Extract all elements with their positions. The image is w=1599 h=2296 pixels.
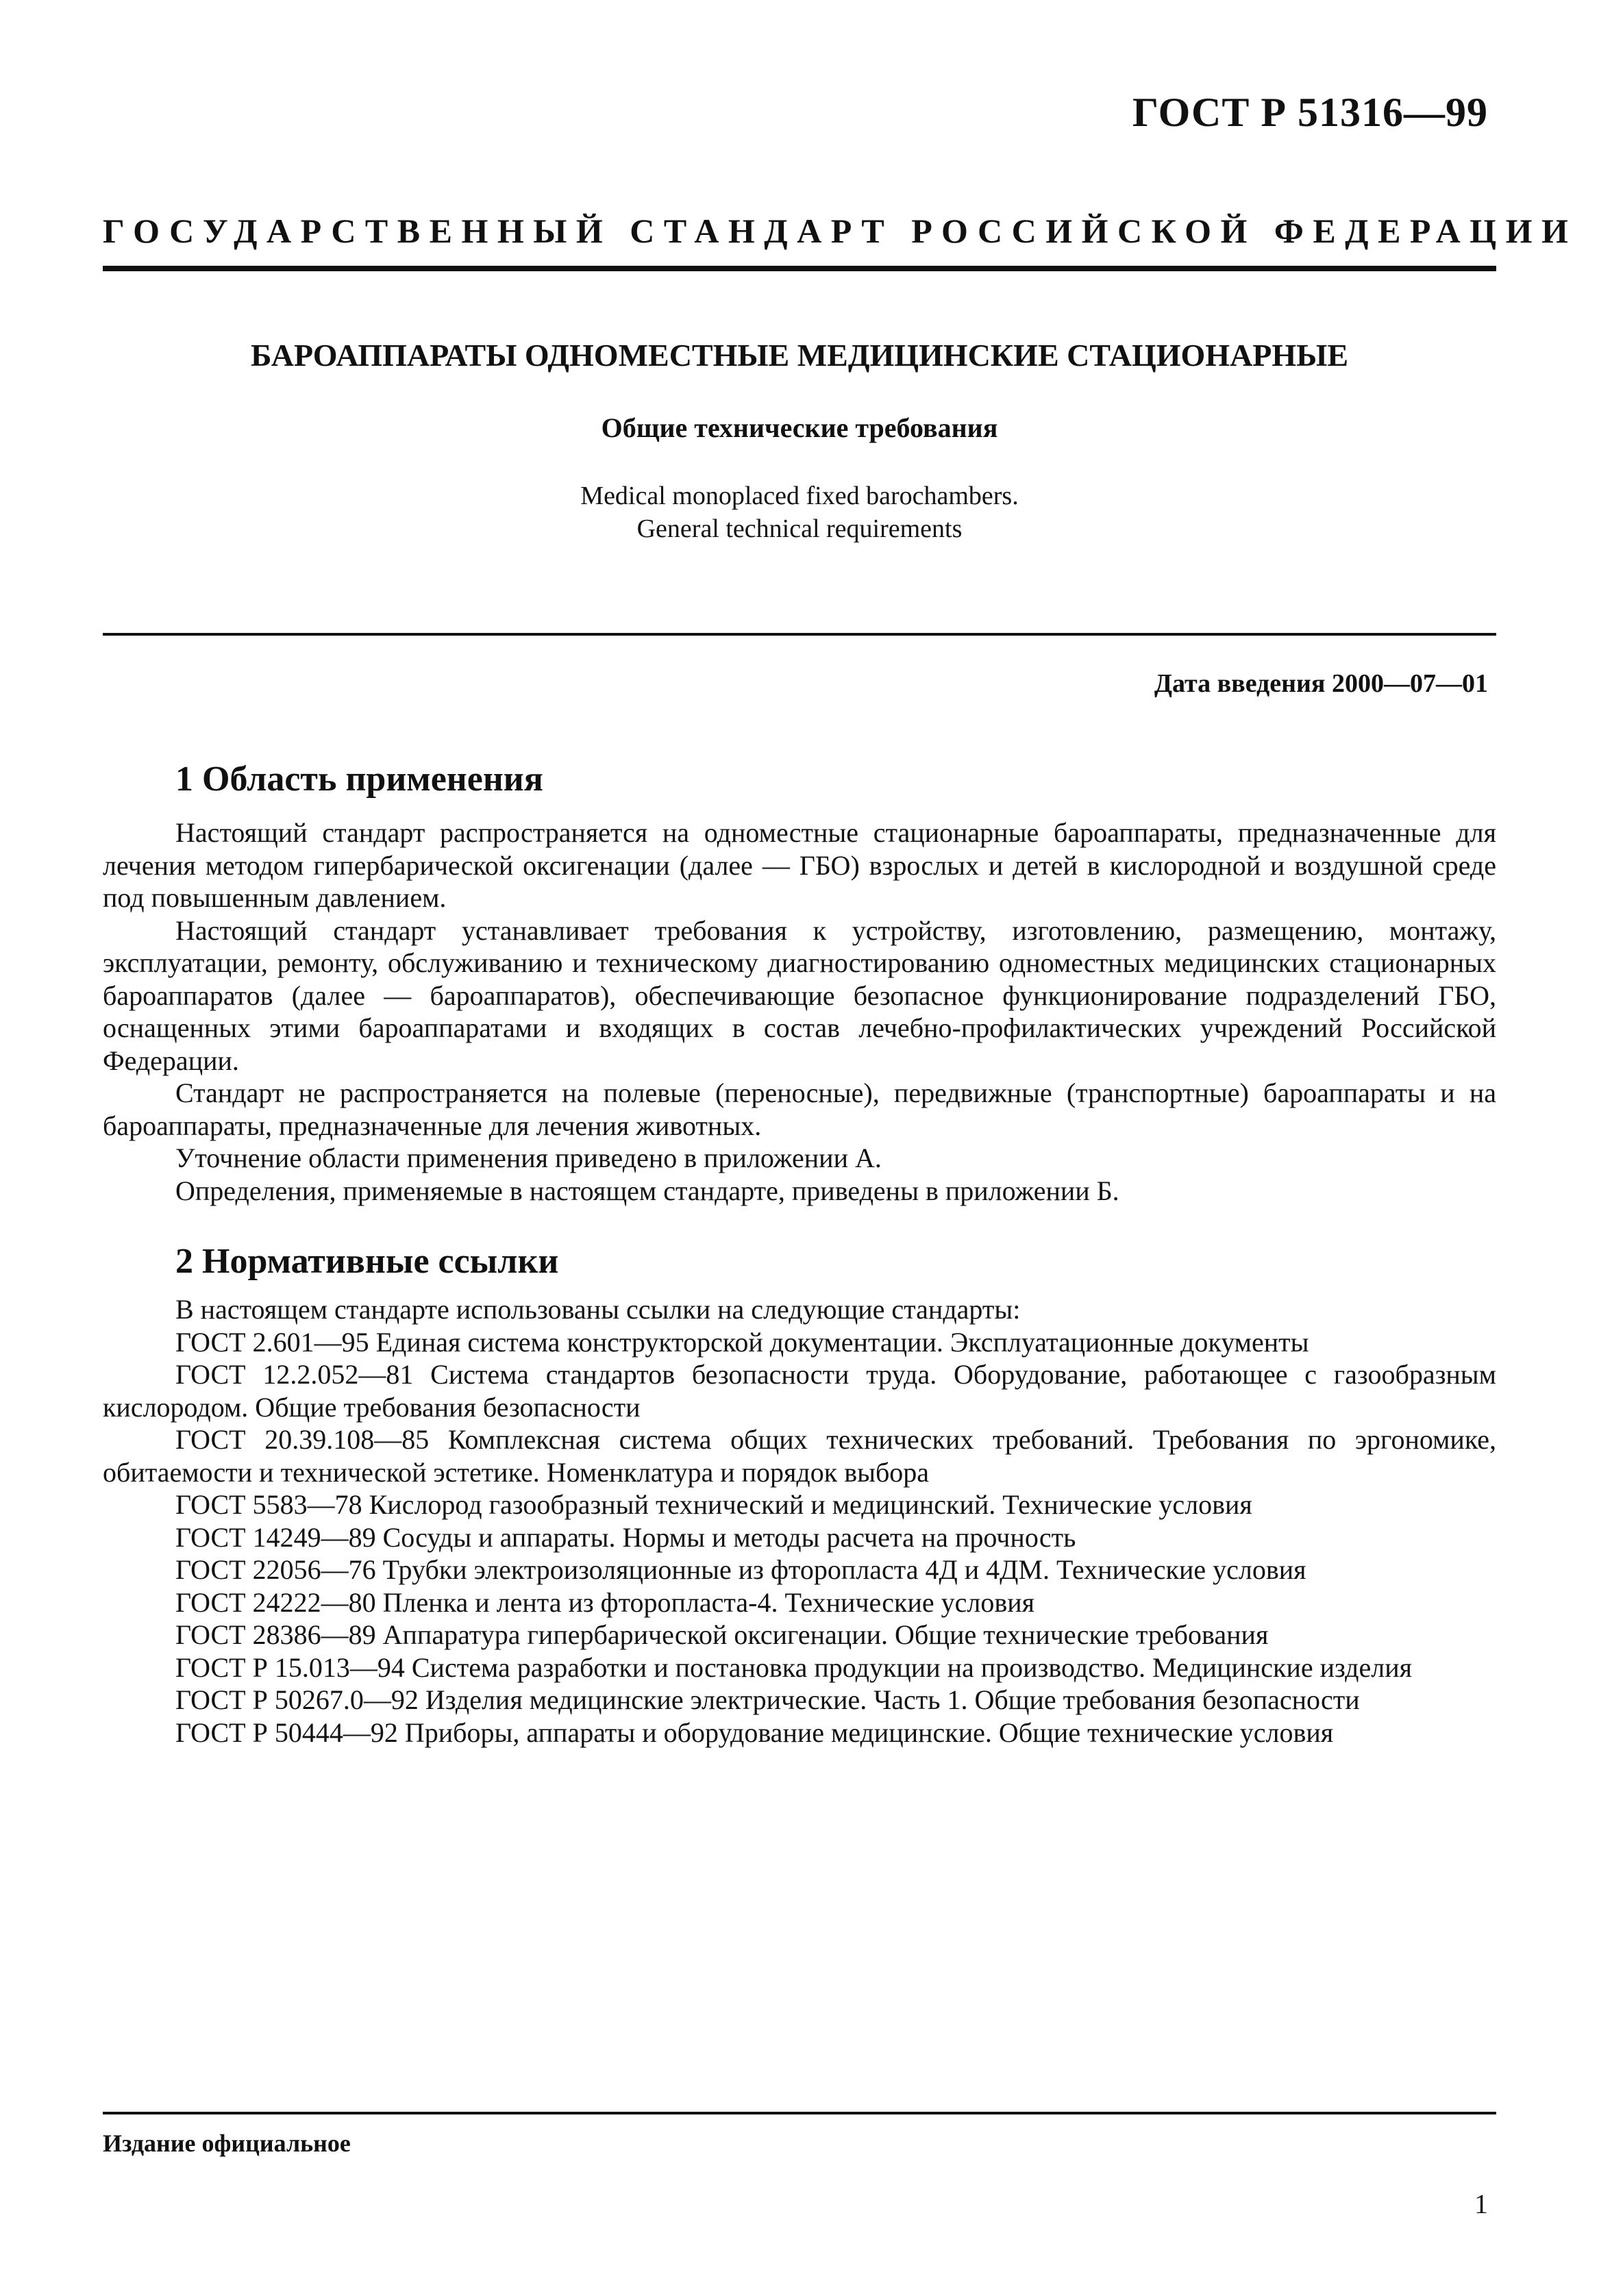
- state-standard-banner: ГОСУДАРСТВЕННЫЙ СТАНДАРТ РОССИЙСКОЙ ФЕДЕРАЦИИ: [103, 212, 1578, 250]
- reference-code: ГОСТ 5583—78: [175, 1489, 362, 1520]
- reference-title: Изделия медицинские электрические. Часть 1. Общие требования безопасности: [425, 1684, 1360, 1715]
- reference-item: [103, 1423, 1496, 1488]
- reference-item: [103, 1326, 1496, 1359]
- reference-title: Единая система конструкторской документации. Эксплуатационные документы: [375, 1326, 1309, 1358]
- reference-code: ГОСТ Р 15.013—94: [175, 1651, 405, 1683]
- reference-title: Система стандартов безопасности труда. Оборудование, работающее с газообразным кислородом. Общие требования безопасности: [103, 1359, 1496, 1423]
- reference-title: Сосуды и аппараты. Нормы и методы расчета на прочность: [382, 1521, 1076, 1553]
- english-title-line-2: General technical requirements: [636, 514, 963, 543]
- reference-item: [103, 1619, 1496, 1651]
- reference-item: [103, 1586, 1496, 1619]
- reference-code: ГОСТ 12.2.052—81: [175, 1359, 414, 1390]
- reference-code: ГОСТ 22056—76: [175, 1554, 376, 1585]
- reference-code: ГОСТ 2.601—95: [175, 1326, 369, 1358]
- reference-item: [103, 1651, 1496, 1684]
- reference-item: [103, 1717, 1496, 1749]
- title-divider: [103, 633, 1496, 636]
- reference-title: Трубки электроизоляционные из фторопласта 4Д и 4ДМ. Технические условия: [382, 1554, 1306, 1585]
- reference-item: [103, 1488, 1496, 1521]
- reference-title: Кислород газообразный технический и медицинский. Технические условия: [369, 1489, 1252, 1520]
- document-code: ГОСТ Р 51316—99: [1132, 90, 1488, 135]
- english-title-line-1: Medical monoplaced fixed barochambers.: [580, 482, 1019, 510]
- reference-item: [103, 1521, 1496, 1554]
- reference-item: [103, 1684, 1496, 1717]
- reference-item: [103, 1358, 1496, 1423]
- section-2-body: [103, 1293, 1496, 1749]
- reference-code: ГОСТ 14249—89: [175, 1521, 376, 1553]
- reference-title: Пленка и лента из фторопласта-4. Технические условия: [382, 1586, 1035, 1618]
- section-1-paragraph: Настоящий стандарт распространяется на одноместные стационарные бароаппараты, предназначенные для лечения методом гипербарической оксигенации (далее — ГБО) взрослых и детей в кислородной и воздушной среде под повышенным давлением.: [103, 817, 1496, 913]
- references-intro: В настоящем стандарте использованы ссылки на следующие стандарты:: [175, 1294, 1021, 1325]
- reference-title: Система разработки и постановка продукции на производство. Медицинские изделия: [411, 1651, 1412, 1683]
- document-subtitle: Общие технические требования: [601, 412, 998, 443]
- reference-code: ГОСТ 24222—80: [175, 1586, 376, 1618]
- page-number: 1: [1474, 2188, 1488, 2219]
- reference-title: Комплексная система общих технических требований. Требования по эргономике, обитаемости и технической эстетике. Номенклатура и порядок выбора: [103, 1424, 1497, 1488]
- section-2-heading: 2 Нормативные ссылки: [175, 1242, 559, 1281]
- section-1-paragraph: Стандарт не распространяется на полевые (переносные), передвижные (транспортные) бароаппараты и на бароаппараты, предназначенные для лечения животных.: [103, 1077, 1496, 1141]
- section-1-paragraph: Настоящий стандарт устанавливает требования к устройству, изготовлению, размещению, монтажу, эксплуатации, ремонту, обслуживанию и техническому диагностированию одноместных медицинских стационарных бароаппаратов (далее — бароаппаратов), обеспечивающие безопасное функционирование подразделений ГБО, оснащенных этими бароаппаратами и входящих в состав лечебно-профилактических учреждений Российской Федерации.: [103, 914, 1496, 1076]
- section-1-paragraph: Уточнение области применения приведено в приложении А.: [175, 1143, 882, 1173]
- reference-title: Аппаратура гипербарической оксигенации. Общие технические требования: [382, 1619, 1269, 1650]
- reference-code: ГОСТ 20.39.108—85: [175, 1424, 430, 1455]
- section-1-body: [103, 816, 1496, 1207]
- reference-title: Приборы, аппараты и оборудование медицинские. Общие технические условия: [404, 1717, 1334, 1748]
- official-edition-label: Издание официальное: [103, 2130, 351, 2157]
- reference-item: [103, 1553, 1496, 1586]
- reference-code: ГОСТ Р 50444—92: [175, 1717, 398, 1748]
- document-title: БАРОАППАРАТЫ ОДНОМЕСТНЫЕ МЕДИЦИНСКИЕ СТАЦИОНАРНЫЕ: [250, 338, 1349, 373]
- header-divider: [103, 266, 1496, 271]
- footer-divider: [103, 2112, 1496, 2114]
- section-1-heading: 1 Область применения: [175, 760, 543, 799]
- english-title: [103, 479, 1496, 545]
- reference-code: ГОСТ 28386—89: [175, 1619, 376, 1650]
- section-1-paragraph: Определения, применяемые в настоящем стандарте, приведены в приложении Б.: [175, 1175, 1119, 1206]
- reference-code: ГОСТ Р 50267.0—92: [175, 1684, 419, 1715]
- introduction-date: Дата введения 2000—07—01: [1154, 669, 1488, 698]
